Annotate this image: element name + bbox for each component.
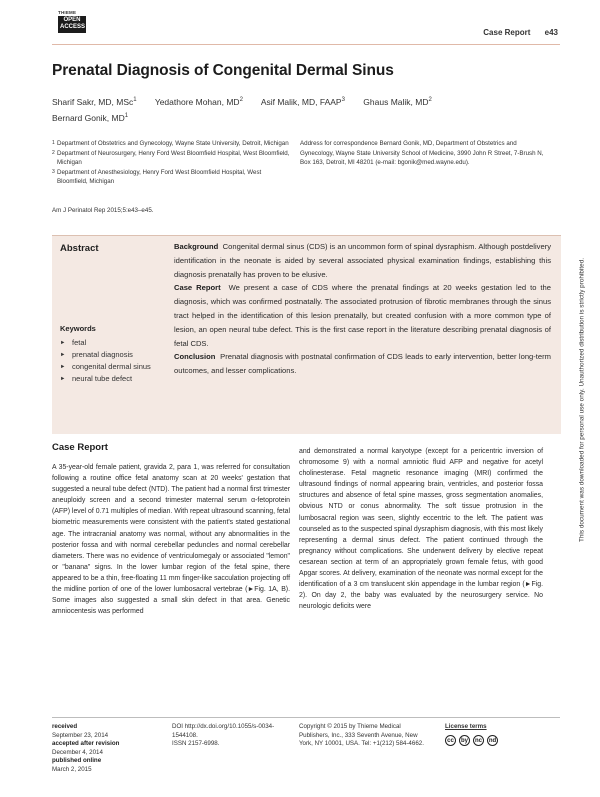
- page-number: e43: [544, 28, 558, 37]
- affiliation-item: 1 Department of Obstetrics and Gynecology, Wayne State University, Detroit, Michigan: [52, 140, 289, 147]
- author: Bernard Gonik, $MD^1$: [52, 112, 129, 123]
- copyright-notice: Copyright © 2015 by Thieme Medical Publishers, Inc., 333 Seventh Avenue, New York, NY 10001, USA. Tel: +1(212) 584-4662.: [299, 723, 424, 748]
- cc-by-icon: by: [459, 735, 470, 746]
- keyword-item: ► congenital dermal sinus: [60, 361, 172, 373]
- abstract-body: [174, 240, 551, 378]
- article-identifiers: [172, 723, 292, 749]
- logo-publisher: THIEME: [58, 10, 77, 15]
- logo-line-access: ACCESS: [60, 24, 86, 30]
- running-header: [471, 28, 558, 37]
- author: Ghaus Malik, $MD^2$: [363, 96, 432, 107]
- doi-link[interactable]: DOI http://dx.doi.org/10.1055/s-0034-1544108.: [172, 723, 275, 739]
- article-title: Prenatal Diagnosis of Congenital Dermal Sinus: [52, 62, 394, 79]
- author: Yedathore Mohan, $MD^2$: [154, 96, 243, 107]
- keywords-list: [60, 337, 172, 385]
- cc-nc-icon: nc: [473, 735, 484, 746]
- body-paragraph: and demonstrated a normal karyotype (except for a pericentric inversion of chromosome 9) with a normal amniotic fluid AFP and negative for acetyl cholinesterase. Fetal magnetic resonance imaging (MRI) confirmed the ultrasound findings of normal appearing brain, ventricles, and posterior fossa structures and absence of fetal spine masses, gross segmentation anomalies, obvious NTD or conus abnormality. The soft tissue protrusion in the lumbosacral region was seen, slightly eccentric to the left. The patient was counseled as to the suspected spinal dysraphism diagnosis, with this most likely representing a dermal sinus defect. The patient continued through the pregnancy without complications. She underwent delivery by elective repeat cesarean section at term of an appropriately grown female fetus, with good Apgar scores. At delivery, examination of the neonate was normal except for the identification of a 3 cm translucent skin appendage in the lumbar region (►Fig. 2). On day 2, the baby was evaluated by the neurosurgery service. No neurologic deficits were: [299, 448, 543, 611]
- journal-citation: Am J Perinatol Rep 2015;5:e43–e45.: [52, 207, 154, 214]
- affiliation-item: 3 Department of Anesthesiology, Henry Ford West Bloomfield Hospital, West Bloomfield, Michigan: [52, 168, 262, 186]
- abstract-case-report: Case Report We present a case of CDS where the prenatal findings at 20 weeks gestation led to the diagnosis, which was confirmed postnatally. The associated protrusion of fibrotic membranes through the sinus tract helped in the identification of this lesion prenatally, but created confusion with a more common type of lesion, an open neural tube defect. This is the first case report in the literature describing prenatal diagnosis of fetal CDS.: [174, 283, 551, 348]
- keyword-item: ► neural tube defect: [60, 373, 172, 385]
- keyword-item: ► fetal: [60, 337, 172, 349]
- header-divider: [52, 44, 560, 45]
- download-notice: This document was downloaded for personal use only. Unauthorized distribution is strictly prohibited.: [578, 257, 586, 543]
- license-terms: [445, 723, 555, 746]
- logo-line-open: OPEN: [63, 17, 81, 23]
- thieme-open-access-logo: [58, 10, 86, 33]
- body-column-left: [52, 462, 290, 617]
- cc-nd-icon: nd: [487, 735, 498, 746]
- author: Sharif Sakr, MD, MSc$^1$: [52, 96, 137, 107]
- keywords-heading: Keywords: [60, 324, 96, 333]
- footer-divider: [52, 717, 560, 718]
- keyword-item: ► prenatal diagnosis: [60, 349, 172, 361]
- license-link[interactable]: License terms: [445, 723, 487, 730]
- affiliation-item: 2 Department of Neurosurgery, Henry Ford West Bloomfield Hospital, West Bloomfield, Michigan: [52, 149, 290, 167]
- body-column-right: [299, 446, 543, 612]
- logo-badge: [58, 16, 86, 33]
- affiliations: [52, 139, 292, 187]
- body-paragraph: A 35-year-old female patient, gravida 2, para 1, was referred for consultation following a routine office fetal anatomy scan at 20 weeks' gestation that suggested a neural tube defect (NTD). The patient had a normal first trimester aneuploidy screen and a second trimester maternal serum α-fetoprotein (AFP) level of 0.71 multiples of median. With repeat ultrasound scanning, fetal biometric measurements were consistent with the patient's stated gestational age. The intracranial anatomy was normal, without any abnormalities in the posterior fossa and with normal cerebellar peduncles and normal cerebellar diameters. There was no evidence of ventriculomegaly or associated "lemon" or "banana" signs. In the lower lumbar region of the fetal spine, there appeared to be a thin, free-floating 11 mm finger-like sacculation projecting off the midline portion of one of the lower lumbosacral vertebrae (►Fig. 1A, B). Some images also suggested a small skin defect in that area. Genetic amniocentesis was performed: [52, 464, 290, 616]
- abstract-conclusion: Conclusion Prenatal diagnosis with postnatal confirmation of CDS leads to early intervention, better long-term outcomes, and lesser complications.: [174, 352, 551, 376]
- creative-commons-icons: [445, 735, 555, 746]
- correspondence-address: Address for correspondence Bernard Gonik, MD, Department of Obstetrics and Gynecology, Wayne State University School of Medicine, 3990 John R Street, 7-Brush N, Box 163, Detroit, MI 48201 (e-mail: bgonik@med.wayne.edu).: [300, 140, 544, 167]
- abstract-heading: Abstract: [60, 243, 99, 254]
- section-label: Case Report: [483, 28, 531, 37]
- cc-icon: cc: [445, 735, 456, 746]
- issn: ISSN 2157-6998.: [172, 740, 220, 748]
- author-list: [52, 93, 502, 125]
- author: Asif Malik, MD, FAAP$^3$: [260, 96, 345, 107]
- article-history: received September 23, 2014 accepted after revision December 4, 2014 published online March 2, 2015: [52, 723, 120, 773]
- case-report-heading: Case Report: [52, 442, 108, 453]
- abstract-background: Background Congenital dermal sinus (CDS) is an uncommon form of spinal dysraphism. Although postdelivery identification in the neonate is aided by several associated physical examination findings, establishing this diagnosis prenatally has proven to be elusive.: [174, 242, 551, 279]
